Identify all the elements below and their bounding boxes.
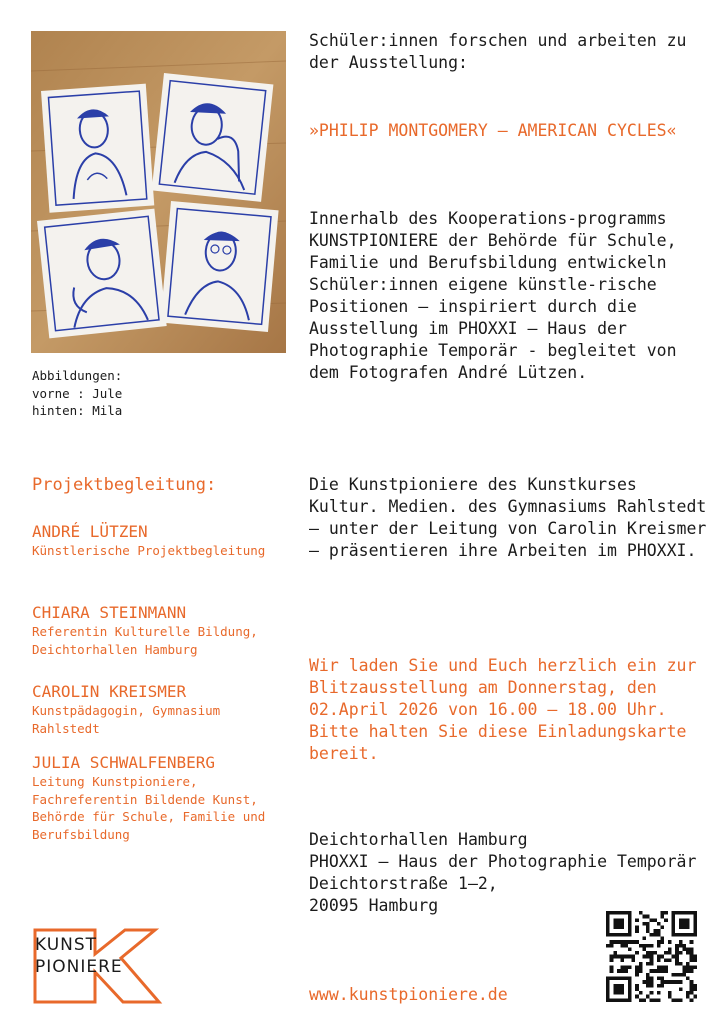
qr-module [679,918,690,929]
qr-module [690,966,694,970]
qr-module [635,940,639,944]
qr-module [650,955,654,959]
qr-module [646,922,650,926]
qr-module [672,998,676,1002]
qr-module [657,984,661,988]
qr-module [679,951,683,955]
qr-module [635,951,639,955]
qr-module [621,944,625,948]
qr-module [624,955,628,959]
qr-module [624,940,628,944]
qr-module [646,955,650,959]
qr-module [672,973,676,977]
qr-module [693,966,697,970]
qr-module [679,944,683,948]
qr-module [610,969,614,973]
qr-module [621,966,625,970]
caption-line: Abbildungen: [32,368,123,383]
qr-module [668,991,672,995]
qr-module [613,955,617,959]
qr-module [661,966,665,970]
qr-module [679,998,683,1002]
person-entry [32,522,292,560]
qr-module [650,944,654,948]
qr-module [668,995,672,999]
qr-module [653,951,657,955]
qr-module [650,980,654,984]
qr-module [664,911,668,915]
qr-module [635,918,639,922]
qr-module [675,951,679,955]
qr-module [646,980,650,984]
kunstpioniere-logo [31,928,163,1004]
qr-module [657,955,661,959]
qr-module [646,926,650,930]
invitation-text: Wir laden Sie und Euch herzlich ein zur Blitzausstellung am Donnerstag, den 02.April 2026 von 16.00 – 18.00 Uhr. Bitte halten Sie diese Einladungskarte bereit. [309,656,697,763]
intro-text: Schüler:innen forschen und arbeiten zu der Ausstellung: [309,31,687,72]
person-entry [32,753,292,843]
qr-module [661,984,665,988]
qr-module [675,947,679,951]
qr-module [613,984,624,995]
qr-module [642,998,646,1002]
qr-module [610,940,614,944]
address-block [309,829,709,917]
person-role: Kunstpädagogin, Gymnasium Rahlstedt [32,703,221,736]
drawing-card [41,84,154,213]
qr-module [693,995,697,999]
logo-text: PIONIERE [35,957,123,977]
qr-module [628,966,632,970]
caption-line: hinten: Mila [32,403,123,418]
address-line: 20095 Hamburg [309,896,439,915]
qr-code[interactable] [606,911,697,1002]
person-name: JULIA SCHWALFENBERG [32,753,216,772]
qr-module [635,969,639,973]
qr-module [642,944,646,948]
qr-module [642,947,646,951]
qr-module [686,995,690,999]
qr-module [635,987,639,991]
qr-module [646,951,650,955]
qr-module [639,966,643,970]
person-entry [32,603,292,658]
qr-module [613,940,617,944]
qr-module [606,944,610,948]
project-support-heading: Projektbegleitung: [32,475,217,495]
qr-module [646,944,650,948]
qr-module [690,969,694,973]
qr-module [690,987,694,991]
qr-module [635,929,639,933]
qr-module [693,955,697,959]
drawing-card [37,209,167,339]
qr-module [653,969,657,973]
qr-module [635,926,639,930]
qr-module [624,969,628,973]
qr-module [635,973,639,977]
qr-module [650,951,654,955]
image-caption [32,367,122,420]
qr-module [657,958,661,962]
qr-module [675,962,679,966]
qr-module [657,969,661,973]
qr-module [686,977,690,981]
qr-module [610,955,614,959]
qr-module [653,998,657,1002]
qr-module [664,980,668,984]
qr-module [661,969,665,973]
qr-module [650,969,654,973]
person-role: Künstlerische Projektbegleitung [32,543,266,558]
qr-module [635,995,639,999]
qr-module [646,962,650,966]
person-role: Referentin Kulturelle Bildung, Deichtorhallen Hamburg [32,624,258,657]
qr-module [657,940,661,944]
qr-module [635,984,639,988]
qr-module [672,980,676,984]
qr-module [668,947,672,951]
qr-module [657,998,661,1002]
qr-module [610,966,614,970]
qr-module [690,980,694,984]
qr-module [631,940,635,944]
qr-module [639,969,643,973]
qr-module [624,966,628,970]
qr-module [657,933,661,937]
qr-module [631,955,635,959]
qr-module [657,922,661,926]
qr-module [682,966,686,970]
caption-line: vorne : Jule [32,385,123,401]
qr-module [686,962,690,966]
qr-module [661,940,665,944]
qr-module [621,969,625,973]
qr-module [664,966,668,970]
qr-module [664,958,668,962]
qr-module [610,958,614,962]
person-name: ANDRÉ LÜTZEN [32,522,148,541]
qr-module [646,915,650,919]
qr-module [657,944,661,948]
qr-module [668,980,672,984]
qr-module [690,951,694,955]
qr-module [639,944,643,948]
qr-module [690,940,694,944]
qr-module [628,955,632,959]
qr-module [693,984,697,988]
qr-module [617,940,621,944]
qr-module [621,955,625,959]
logo-text: KUNST [35,935,98,955]
qr-module [635,966,639,970]
qr-module [613,951,617,955]
person-name: CHIARA STEINMANN [32,603,187,622]
qr-module [621,958,625,962]
qr-module [639,998,643,1002]
qr-module [686,966,690,970]
qr-module [661,936,665,940]
qr-module [682,944,686,948]
qr-module [661,926,665,930]
qr-module [624,944,628,948]
qr-module [653,918,657,922]
qr-module [686,947,690,951]
qr-module [679,962,683,966]
qr-module [621,940,625,944]
qr-module [690,958,694,962]
qr-module [682,969,686,973]
address-line: Deichtorstraße 1–2, [309,874,498,893]
qr-module [675,998,679,1002]
qr-module [675,944,679,948]
qr-module [639,911,643,915]
qr-module [642,915,646,919]
qr-module [693,987,697,991]
qr-module [690,984,694,988]
person-name: CAROLIN KREISMER [32,682,187,701]
qr-module [686,951,690,955]
qr-module [679,973,683,977]
qr-module [646,929,650,933]
qr-module [650,998,654,1002]
body-paragraph: Die Kunstpioniere des Kunstkurses Kultur. Medien. des Gymnasiums Rahlstedt – unter der Leitung von Carolin Kreismer – präsentieren ihre Arbeiten im PHOXXI. [309,475,707,560]
qr-module [686,969,690,973]
qr-module [690,955,694,959]
qr-module [631,958,635,962]
qr-module [668,958,672,962]
qr-module [617,955,621,959]
qr-module [653,929,657,933]
qr-module [628,947,632,951]
qr-module [650,962,654,966]
qr-module [653,933,657,937]
qr-module [657,966,661,970]
qr-module [679,987,683,991]
qr-module [690,947,694,951]
artwork-photo [31,31,286,353]
qr-module [661,911,665,915]
qr-module [675,955,679,959]
qr-module [690,998,694,1002]
address-line: Deichtorhallen Hamburg [309,830,528,849]
qr-module [682,973,686,977]
qr-module [646,995,650,999]
qr-module [668,951,672,955]
body-paragraph: Innerhalb des Kooperations-programms KUNSTPIONIERE der Behörde für Schule, Familie und Berufsbildung entwickeln Schüler:innen eigene künstle-rische Positionen – inspiriert durch die Ausstellung im PHOXXI – Haus der Photographie Temporär - begleitet von dem Fotografen André Lützen. [309,209,677,382]
qr-module [642,980,646,984]
qr-module [679,940,683,944]
qr-module [693,958,697,962]
qr-module [679,980,683,984]
qr-module [650,918,654,922]
qr-module [682,947,686,951]
qr-module [675,980,679,984]
qr-module [642,922,646,926]
qr-module [657,929,661,933]
qr-module [639,962,643,966]
qr-module [657,991,661,995]
qr-module [642,955,646,959]
qr-module [650,984,654,988]
qr-module [661,980,665,984]
qr-module [661,915,665,919]
qr-module [646,984,650,988]
qr-module [650,977,654,981]
address-line: PHOXXI – Haus der Photographie Temporär [309,852,697,871]
qr-module [661,955,665,959]
qr-module [690,991,694,995]
exhibition-title: »PHILIP MONTGOMERY – AMERICAN CYCLES« [309,121,677,140]
qr-module [675,958,679,962]
drawing-card [152,73,274,202]
qr-module [672,955,676,959]
qr-module [610,944,614,948]
qr-module [617,969,621,973]
qr-module [668,940,672,944]
qr-module [628,940,632,944]
qr-module [675,973,679,977]
qr-module [650,991,654,995]
website-link[interactable]: www.kunstpioniere.de [309,985,508,1004]
qr-module [664,918,668,922]
person-role: Leitung Kunstpioniere, Fachreferentin Bildende Kunst, Behörde für Schule, Familie und Berufsbildung [32,774,266,842]
qr-module [664,969,668,973]
qr-module [657,977,661,981]
qr-module [646,973,650,977]
qr-module [646,977,650,981]
qr-module [650,933,654,937]
qr-module [661,977,665,981]
person-entry [32,682,292,737]
qr-module [642,936,646,940]
qr-module [686,991,690,995]
qr-module [664,951,668,955]
drawing-card [160,201,278,332]
qr-module [613,918,624,929]
qr-module [639,991,643,995]
qr-module [650,958,654,962]
